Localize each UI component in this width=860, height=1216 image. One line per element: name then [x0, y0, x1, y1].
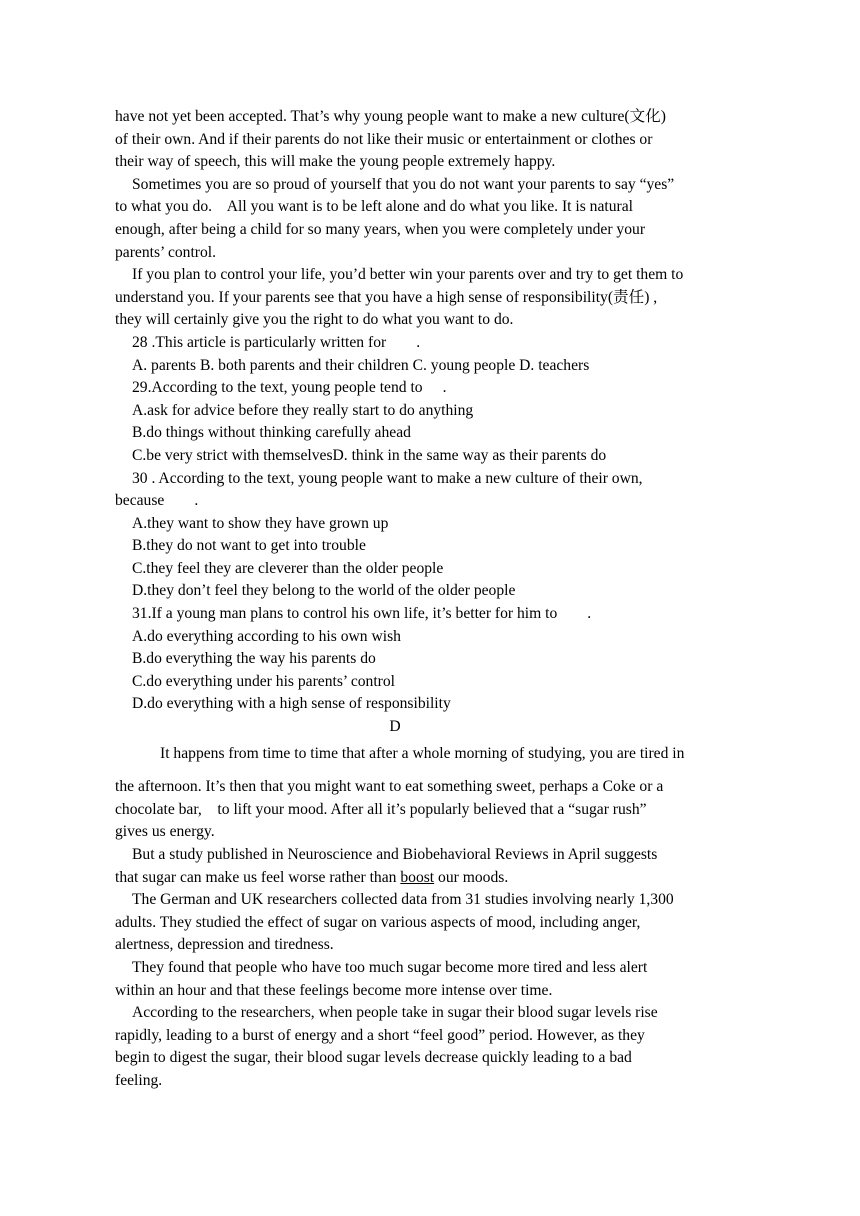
- option-d: D. think in the same way as their parents do: [332, 446, 607, 464]
- question-29: [115, 377, 755, 467]
- passage-c: [115, 106, 755, 332]
- text-line: of their own. And if their parents do not like their music or entertainment or clothes or: [115, 130, 653, 148]
- text-line: have not yet been accepted. That’s why young people want to make a new culture(文化): [115, 108, 666, 125]
- text-line: understand you. If your parents see that you have a high sense of responsibility(责任) ,: [115, 288, 658, 306]
- question-31: [115, 603, 755, 716]
- option-c: C.be very strict with themselves: [132, 446, 333, 464]
- text-line: parents’ control.: [115, 243, 217, 261]
- text-segment: that sugar can make us feel worse rather than: [115, 868, 401, 886]
- passage-d: [115, 716, 755, 1093]
- option-a: A.ask for advice before they really start to do anything: [132, 401, 474, 419]
- text-line: enough, after being a child for so many years, when you were completely under your: [115, 220, 646, 238]
- question-stem: 30 . According to the text, young people want to make a new culture of their own,: [132, 469, 643, 487]
- text-line: gives us energy.: [115, 823, 215, 841]
- text-line: chocolate bar, to lift your mood. After all it’s popularly believed that a “sugar rush”: [115, 800, 647, 818]
- question-stem-end: .: [194, 492, 199, 510]
- option-a: A.do everything according to his own wish: [132, 627, 401, 645]
- option-d: D.do everything with a high sense of responsibility: [132, 695, 451, 713]
- text-segment: our moods.: [434, 868, 509, 886]
- question-stem: 29.According to the text, young people tend to: [132, 379, 423, 397]
- option-c: C.do everything under his parents’ control: [132, 672, 396, 690]
- option-c: C.they feel they are cleverer than the older people: [132, 559, 444, 577]
- text-line: According to the researchers, when people take in sugar their blood sugar levels rise: [132, 1004, 658, 1022]
- section-heading: D: [389, 718, 401, 736]
- text-line: within an hour and that these feelings become more intense over time.: [115, 981, 553, 999]
- text-line: to what you do. All you want is to be left alone and do what you like. It is natural: [115, 198, 633, 216]
- question-30: [115, 468, 755, 604]
- option-b: B.do everything the way his parents do: [132, 650, 376, 668]
- text-line: rapidly, leading to a burst of energy and a short “feel good” period. However, as they: [115, 1026, 645, 1044]
- option-d: D.they don’t feel they belong to the world of the older people: [132, 582, 516, 600]
- text-line: begin to digest the sugar, their blood sugar levels decrease quickly leading to a bad: [115, 1049, 632, 1067]
- question-28: [115, 332, 755, 377]
- text-line: their way of speech, this will make the young people extremely happy.: [115, 153, 556, 171]
- text-line: adults. They studied the effect of sugar on various aspects of mood, including anger,: [115, 913, 641, 931]
- text-line: the afternoon. It’s then that you might want to eat something sweet, perhaps a Coke or a: [115, 778, 664, 796]
- text-line: They found that people who have too much sugar become more tired and less alert: [132, 958, 648, 976]
- text-line: they will certainly give you the right to do what you want to do.: [115, 311, 514, 329]
- question-stem-cont: because: [115, 492, 165, 510]
- text-line: If you plan to control your life, you’d better win your parents over and try to get them to: [132, 266, 684, 284]
- text-line: It happens from time to time that after a whole morning of studying, you are tired in: [160, 744, 685, 762]
- text-line: The German and UK researchers collected data from 31 studies involving nearly 1,300: [132, 891, 674, 909]
- underlined-word: boost: [400, 868, 435, 886]
- question-stem-end: .: [587, 605, 592, 623]
- text-line: feeling.: [115, 1071, 163, 1089]
- document-page: [115, 106, 755, 1093]
- option-b: B.do things without thinking carefully ahead: [132, 424, 411, 442]
- text-line: Sometimes you are so proud of yourself that you do not want your parents to say “yes”: [132, 175, 675, 193]
- question-stem: 28 .This article is particularly written for: [132, 333, 387, 351]
- question-options: A. parents B. both parents and their children C. young people D. teachers: [132, 356, 590, 374]
- text-line: But a study published in Neuroscience and Biobehavioral Reviews in April suggests: [132, 846, 658, 863]
- question-stem-end: .: [416, 333, 421, 351]
- option-a: A.they want to show they have grown up: [132, 514, 389, 532]
- question-stem-end: .: [442, 379, 447, 397]
- text-line: alertness, depression and tiredness.: [115, 936, 334, 954]
- question-stem: 31.If a young man plans to control his own life, it’s better for him to: [132, 605, 558, 623]
- option-b: B.they do not want to get into trouble: [132, 537, 366, 555]
